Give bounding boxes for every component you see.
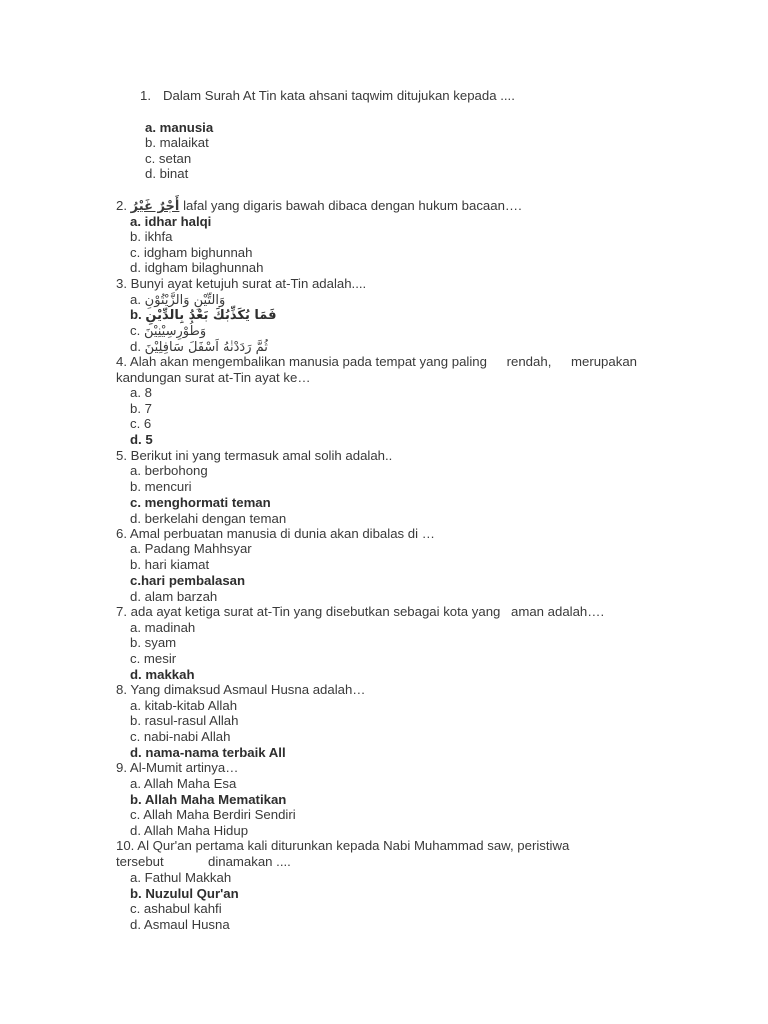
q6-option-c: c.hari pembalasan — [130, 573, 246, 588]
q3-option-c-label: c. — [130, 323, 141, 338]
q7-option-a: a. madinah — [130, 620, 196, 635]
q9-option-d: d. Allah Maha Hidup — [130, 823, 249, 838]
q8-option-d: d. nama-nama terbaik All — [130, 745, 286, 760]
q9-option-b: b. Allah Maha Mematikan — [130, 792, 287, 807]
q10-line1: 10. Al Qur'an pertama kali diturunkan kepada Nabi Muhammad saw, peristiwa — [116, 838, 570, 853]
q4-option-b: b. 7 — [130, 401, 152, 416]
q8-text: 8. Yang dimaksud Asmaul Husna adalah… — [116, 682, 366, 697]
q4-line1 — [116, 354, 637, 370]
q3-option-b-arabic: فَمَا يُكَذِّبُكَ بَعْدُ بِالدِّيْنِ — [145, 308, 277, 323]
q3-option-a-label: a. — [130, 292, 141, 307]
q9-text: 9. Al-Mumit artinya… — [116, 760, 239, 775]
q7-text-part1: 7. ada ayat ketiga surat at-Tin yang disebutkan sebagai kota yang — [116, 604, 501, 619]
q5-option-b: b. mencuri — [130, 479, 192, 494]
q3-option-b-label: b. — [130, 307, 142, 322]
q2-line — [116, 198, 522, 214]
q10-option-c: c. ashabul kahfi — [130, 901, 222, 916]
q3-option-a-arabic: وَالتِّيْنِ وَالزَّيْتُوْنِ — [144, 293, 226, 308]
q2-option-b: b. ikhfa — [130, 229, 173, 244]
q3-option-d-arabic: ثُمَّ رَدَدْنٰهُ اَسْفَلَ سَافِلِيْنَ — [144, 340, 268, 355]
q3-option-c — [130, 323, 206, 339]
q8-option-c: c. nabi-nabi Allah — [130, 729, 231, 744]
q9-option-c: c. Allah Maha Berdiri Sendiri — [130, 807, 296, 822]
q4-option-a: a. 8 — [130, 385, 152, 400]
q3-option-d-label: d. — [130, 339, 141, 354]
q4-option-c: c. 6 — [130, 416, 152, 431]
q1-option-c: c. setan — [145, 151, 192, 166]
q8-option-b: b. rasul-rasul Allah — [130, 713, 239, 728]
q6-option-a: a. Padang Mahhsyar — [130, 541, 252, 556]
q10-line2-part1: tersebut — [116, 854, 164, 869]
q5-option-a: a. berbohong — [130, 463, 208, 478]
q4-text-part1: 4. Alah akan mengembalikan manusia pada tempat yang paling — [116, 354, 487, 369]
q1-option-d: d. binat — [145, 166, 189, 181]
q9-option-a: a. Allah Maha Esa — [130, 776, 237, 791]
q2-arabic: أَجْرٌ غَيْرُ — [130, 199, 180, 214]
q1-option-a: a. manusia — [145, 120, 214, 135]
q2-number: 2. — [116, 198, 127, 213]
q6-option-d: d. alam barzah — [130, 589, 218, 604]
q10-option-b: b. Nuzulul Qur'an — [130, 886, 239, 901]
q2-text: lafal yang digaris bawah dibaca dengan hukum bacaan…. — [183, 198, 522, 213]
q4-line2: kandungan surat at-Tin ayat ke… — [116, 370, 311, 385]
q7-text-part2: aman adalah…. — [511, 604, 605, 619]
q1-option-b: b. malaikat — [145, 135, 209, 150]
q3-option-c-arabic: وَطُوْرِسِيْنِيْنَ — [143, 324, 207, 339]
q8-option-a: a. kitab-kitab Allah — [130, 698, 238, 713]
q6-text: 6. Amal perbuatan manusia di dunia akan dibalas di … — [116, 526, 435, 541]
q10-line2-part2: dinamakan .... — [208, 854, 291, 869]
q7-option-b: b. syam — [130, 635, 177, 650]
q5-option-c: c. menghormati teman — [130, 495, 271, 510]
q3-option-a — [130, 292, 225, 308]
q1-text: Dalam Surah At Tin kata ahsani taqwim ditujukan kepada .... — [163, 88, 515, 103]
q6-option-b: b. hari kiamat — [130, 557, 210, 572]
q4-option-d: d. 5 — [130, 432, 153, 447]
q2-option-a: a. idhar halqi — [130, 214, 212, 229]
q3-text: 3. Bunyi ayat ketujuh surat at-Tin adalah.... — [116, 276, 367, 291]
q4-text-part3: merupakan — [571, 354, 637, 369]
q10-option-d: d. Asmaul Husna — [130, 917, 230, 932]
q3-option-b — [130, 307, 277, 323]
q3-option-d — [130, 339, 268, 355]
q1-number: 1. — [140, 88, 151, 103]
q2-option-c: c. idgham bighunnah — [130, 245, 253, 260]
q5-option-d: d. berkelahi dengan teman — [130, 511, 287, 526]
q2-option-d: d. idgham bilaghunnah — [130, 260, 264, 275]
q7-option-c: c. mesir — [130, 651, 177, 666]
q5-text: 5. Berikut ini yang termasuk amal solih adalah.. — [116, 448, 393, 463]
q10-option-a: a. Fathul Makkah — [130, 870, 232, 885]
q7-option-d: d. makkah — [130, 667, 195, 682]
q4-text-part2: rendah, — [506, 354, 552, 369]
